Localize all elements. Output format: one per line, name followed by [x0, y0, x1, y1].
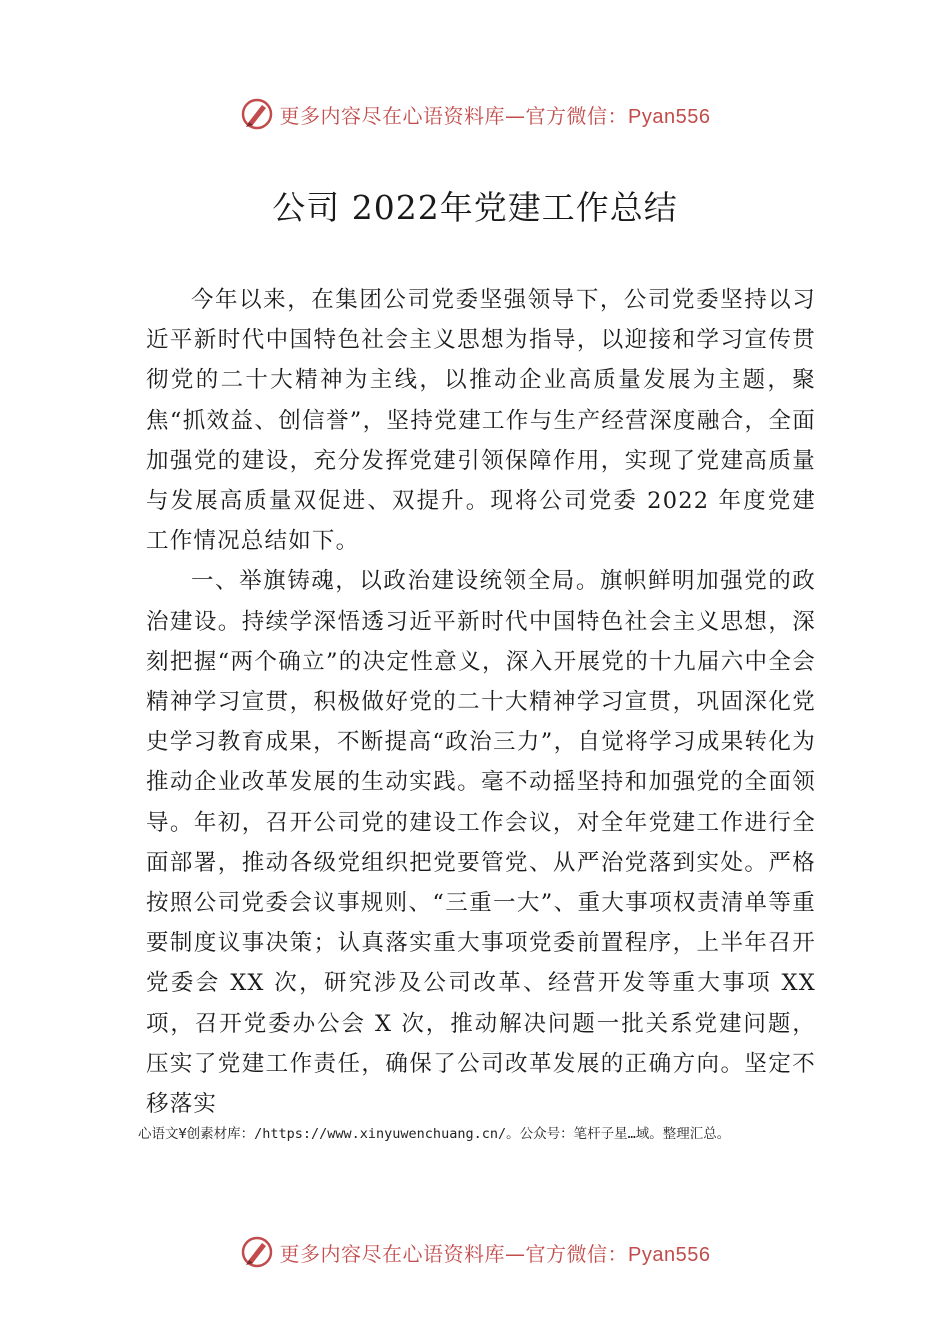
paragraph-section-1: 一、举旗铸魂，以政治建设统领全局。旗帜鲜明加强党的政治建设。持续学深悟透习近平新时代中国特色社会主义思想，深刻把握“两个确立”的决定性意义，深入开展党的十九届六中全会精神学习宣贯，积极做好党的二十大精神学习宣贯，巩固深化党史学习教育成果，不断提高“政治三力”，自觉将学习成果转化为推动企业改革发展的生动实践。毫不动摇坚持和加强党的全面领导。年初，召开公司党的建设工作会议，对全年党建工作进行全面部署，推动各级党组织把党要管党、从严治党落到实处。严格按照公司党委会议事规则、“三重一大”、重大事项权责清单等重要制度议事决策；认真落实重大事项党委前置程序，上半年召开党委会 XX 次，研究涉及公司改革、经营开发等重大事项 XX 项，召开党委办公会 X 次，推动解决问题一批关系党建问题，压实了党建工作责任，确保了公司改革发展的正确方向。坚定不移落实	[146, 568, 816, 1118]
banner-text: 更多内容尽在心语资料库—官方微信：Pyan556	[279, 1241, 711, 1266]
footer-banner	[0, 1232, 950, 1272]
footnote: 心语文¥创素材库：/https://www.xinyuwenchuang.cn/。公众号：笔杆子星…域。整理汇总。	[138, 1126, 731, 1142]
banner-text: 更多内容尽在心语资料库—官方微信：Pyan556	[279, 103, 711, 128]
pen-logo-icon	[240, 97, 274, 131]
header-banner	[0, 94, 950, 134]
banner-wechat-id: Pyan556	[628, 105, 711, 128]
paragraph-intro: 今年以来，在集团公司党委坚强领导下，公司党委坚持以习近平新时代中国特色社会主义思想为指导，以迎接和学习宣传贯彻党的二十大精神为主线，以推动企业高质量发展为主题，聚焦“抓效益、创信誉”，坚持党建工作与生产经营深度融合，全面加强党的建设，充分发挥党建引领保障作用，实现了党建高质量与发展高质量双促进、双提升。现将公司党委 2022 年度党建工作情况总结如下。	[146, 287, 816, 555]
document-body	[146, 280, 816, 1124]
banner-wechat-id: Pyan556	[628, 1243, 711, 1266]
document-title: 公司 2022年党建工作总结	[272, 188, 678, 227]
pen-logo-icon	[240, 1235, 274, 1269]
